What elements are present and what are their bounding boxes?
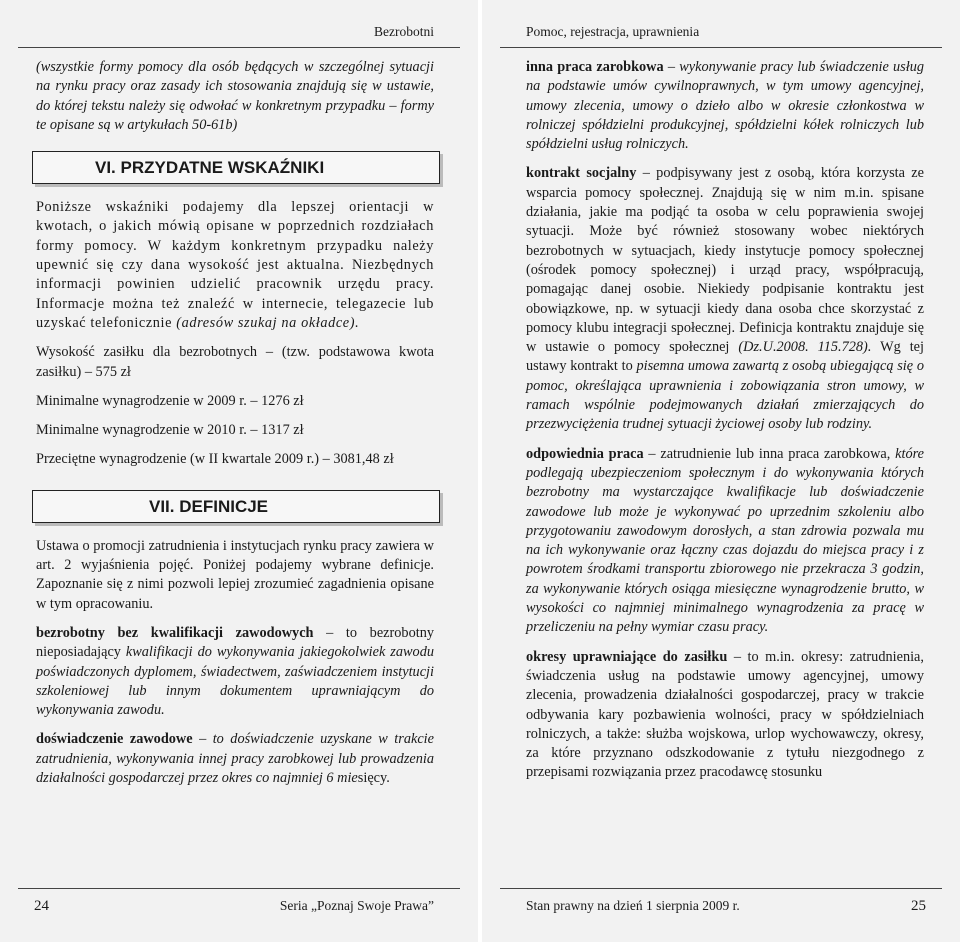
legal-status-date: Stan prawny na dzień 1 sierpnia 2009 r. (526, 898, 740, 913)
definition-text: które podlegają ubezpieczeniom społecznym i do wykonywania których bezrobotny ma wystarczające kwalifikacje lub doświadczenie zawodowe lub może je wykonywać po uprzednim szkoleniu albo przygotowaniu zawodowym dorosłych, a stan zdrowia pozwala mu na ich wykonywanie oraz łączny czas dojazdu do miejsca pracy i z powrotem środkami transportu zbiorowego nie przekracza 3 godzin, za wykonywanie których osiąga miesięczne wynagrodzenie brutto, w wysokości co najmniej minimalnego wynagrodzenia za pracę w przeliczeniu na pełny wymiar czasu pracy. (526, 445, 924, 636)
definition-bezrobotny (36, 624, 434, 720)
definition-lead: – to bezrobotny nieposiadający (36, 624, 435, 661)
indicator-item: Wysokość zasiłku dla bezrobotnych – (tzw. podstawowa kwota zasiłku) – 575 zł (36, 344, 434, 380)
definition-kontrakt-socjalny (526, 164, 924, 434)
indicators-paragraph (36, 198, 434, 333)
section-heading-vii-text: VII. DEFINICJE (149, 496, 269, 516)
intro-note: (wszystkie formy pomocy dla osób będących w szczególnej sytuacji na rynku pracy oraz zasady ich stosowania znajdują się w ustawie, do której tekstu należy się odwołać w konkretnym przypadku – formy te opisane są w artykułach 50-61b) (36, 59, 434, 133)
running-head-left: Bezrobotni (374, 24, 434, 39)
right-page-text (526, 58, 924, 793)
header-rule-right (500, 47, 942, 48)
definition-term: odpowiednia praca (526, 445, 644, 462)
indicators-paragraph-text: Poniższe wskaźniki podajemy dla lepszej orientacji w kwotach, o jakich mówią opisane w poprzednich rozdziałach formy pomocy. W każdym konkretnym przypadku należy upewnić się czy dana wysokość jest aktualna. Niezbędnych informacji powinien udzielić pracownik urzędu pracy. Informacje można też znaleźć w internecie, telegazecie lub uzyskać telefonicznie (36, 199, 434, 331)
indicator-item: Minimalne wynagrodzenie w 2009 r. – 1276 zł (36, 392, 304, 409)
left-page-text (36, 58, 434, 798)
section-heading-vi-text: VI. PRZYDATNE WSKAŹNIKI (95, 158, 325, 178)
definition-text: Wg tej ustawy kontrakt to (526, 339, 924, 375)
left-page (0, 0, 478, 942)
definition-lead: – zatrudnienie lub inna praca zarobkowa, (643, 445, 896, 462)
definition-tail: sięcy. (357, 770, 390, 787)
definition-quote: pisemna umowa zawartą z osobą ubiegającą się o pomoc, określająca uprawnienia i zobowiązania stron umowy, w ramach wspólnie podejmowanych działań zmierzających do przezwyciężenia trudnej sytuacji życiowej osoby lub rodziny. (526, 358, 924, 433)
definition-okresy-uprawniajace (526, 648, 924, 783)
definition-doswiadczenie (36, 730, 434, 788)
definition-text: – to m.in. okresy: zatrudnienia, świadczenia usług na podstawie umowy agencyjnej, umowy zlecenia, prowadzenia działalności gospodarczej, pracy w trakcie odbywania kary pozbawienia wolności, pracy w spółdzielniach rolniczych, a także: służba wojskowa, urlop wychowawczy, okresy, za które przyznano odszkodowanie z tytułu niezgodnego z przepisami rozwiązania przez pracodawcę stosunku (526, 648, 924, 781)
section-heading-vii (32, 490, 440, 523)
definitions-intro: Ustawa o promocji zatrudnienia i instytucjach rynku pracy zawiera w art. 2 wyjaśnienia pojęć. Poniżej podajemy wybrane definicje. Zapoznanie się z nimi pozwoli lepiej zrozumieć zagadnienia opisane w tym opracowaniu. (36, 537, 434, 612)
definition-inna-praca (526, 58, 924, 154)
footer-rule-right (500, 888, 942, 889)
indicator-item: Przeciętne wynagrodzenie (w II kwartale 2009 r.) – 3081,48 zł (36, 451, 394, 468)
definition-term: inna praca zarobkowa (526, 59, 664, 75)
definition-term: kontrakt socjalny (526, 165, 637, 182)
page-number-left: 24 (34, 898, 49, 914)
indicator-item: Minimalne wynagrodzenie w 2010 r. – 1317 zł (36, 422, 304, 439)
indicators-addresses-note: (adresów szukaj na okładce). (176, 314, 360, 331)
definition-text: kwalifikacji do wykonywania jakiegokolwiek zawodu poświadczonych dyplomem, świadectwem, zaświadczeniem instytucji szkoleniowej lub innym dokumentem uprawniającym do wykonywania zawodu. (36, 644, 434, 719)
definition-text: – wykonywanie pracy lub świadczenie usług na podstawie umów cywilnoprawnych, w tym umowy agencyjnej, umowy zlecenia, umowy o dzieło albo w okresie członkostwa w rolniczej spółdzielni produkcyjnej, spółdzielni kółek rolniczych lub spółdzielni usług rolniczych. (526, 59, 924, 153)
right-page (482, 0, 960, 942)
section-heading-vi (32, 151, 440, 184)
footer-rule-left (18, 888, 460, 889)
definition-term: bezrobotny bez kwalifikacji zawodowych (36, 624, 314, 641)
definition-text: – podpisywany jest z osobą, która korzysta ze wsparcia pomocy społecznej. Znajdują się w nim m.in. spisane działania, jakie ma podjąć ta osoba w celu poprawienia swojej sytuacji. Może być również stosowany wobec niektórych bezrobotnych w sytuacjach, kiedy instytucje pomocy społecznej (ośrodek pomocy społecznej) i urząd pracy, współpracują, pomagając danej osobie. Niekiedy podpisanie kontraktu jest obowiązkowe, np. w sytuacji kiedy dana osoba chce skorzystać z pomocy klubu integracji społecznej. Definicja kontraktu znajduje się w ustawie o pomocy społecznej (526, 165, 924, 356)
running-head-right: Pomoc, rejestracja, uprawnienia (526, 24, 700, 39)
definition-text: – to doświadczenie uzyskane w trakcie zatrudnienia, wykonywania innej pracy zarobkowej lub prowadzenia działalności gospodarczej przez okres co najmniej 6 mie (36, 731, 434, 787)
definition-term: doświadczenie zawodowe (36, 731, 193, 748)
definition-term: okresy uprawniające do zasiłku (526, 648, 728, 665)
legal-reference: (Dz.U.2008. 115.728). (738, 339, 872, 356)
definition-odpowiednia-praca (526, 445, 924, 638)
page-number-right: 25 (911, 898, 926, 914)
series-title: Seria „Poznaj Swoje Prawa” (279, 898, 434, 913)
header-rule-left (18, 47, 460, 48)
